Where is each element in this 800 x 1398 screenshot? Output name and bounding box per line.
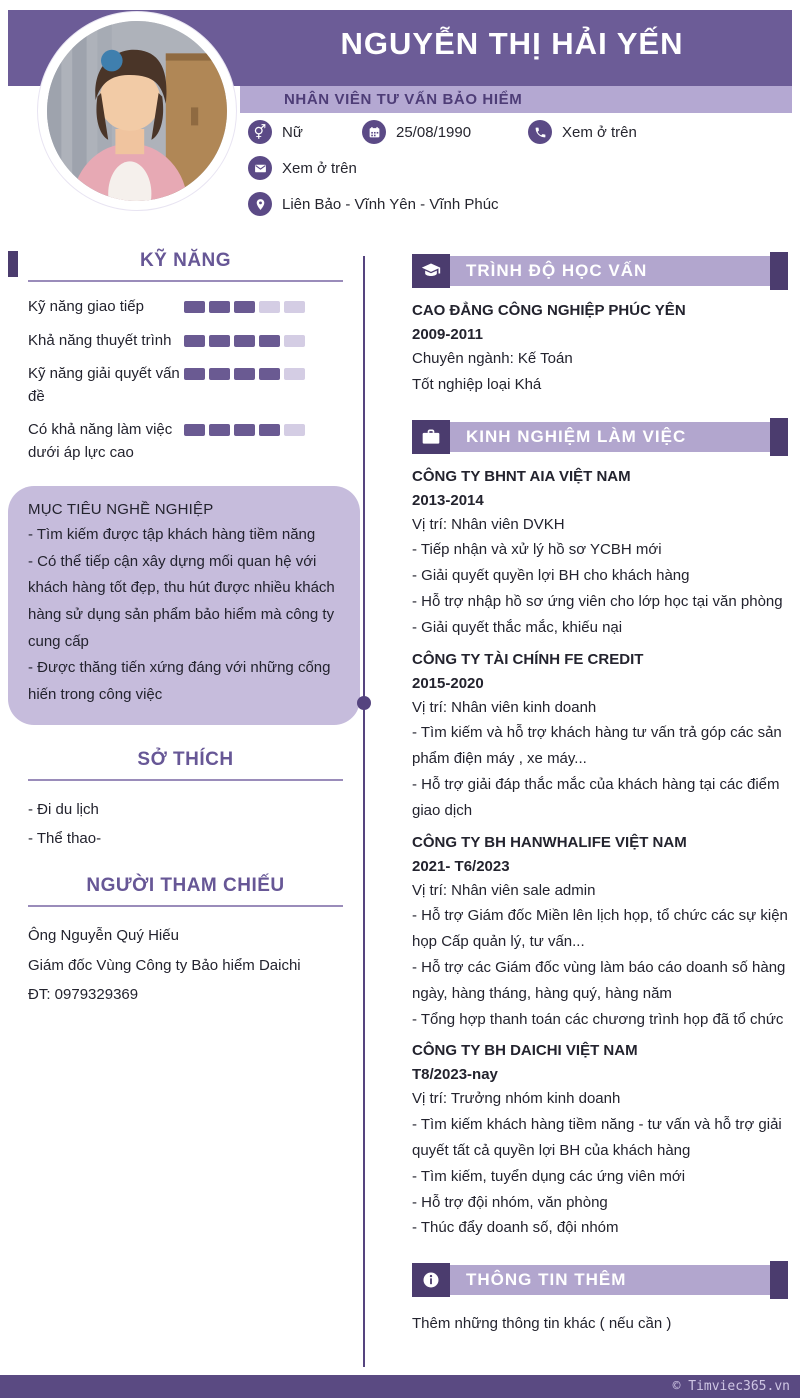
- objective-lines: [28, 522, 340, 709]
- banner-end-cap: [770, 1261, 788, 1299]
- text-line: - Thúc đẩy doanh số, đội nhóm: [412, 1219, 619, 1237]
- experience-section: [412, 418, 788, 1242]
- additional-banner: [450, 1265, 770, 1295]
- skill-segment: [209, 335, 230, 347]
- skill-segment: [234, 368, 255, 380]
- text-line: - Hỗ trợ Giám đốc Miền lên lịch họp, tổ chức các sự kiện họp Cấp quản lý, tư vấn...: [412, 907, 788, 951]
- text-line: Vị trí: Nhân viên kinh doanh: [412, 698, 597, 716]
- experience-entry: [412, 834, 788, 1033]
- text-line: - Giải quyết quyền lợi BH cho khách hàng: [412, 567, 690, 585]
- text-line: - Tìm kiếm khách hàng tiềm năng - tư vấn và hỗ trợ giải quyết tất cả quyền lợi BH của khách hàng: [412, 1116, 782, 1159]
- experience-banner: [450, 422, 770, 452]
- reference-lines: [28, 921, 343, 1009]
- text-line: Giám đốc Vùng Công ty Bảo hiểm Daichi: [28, 956, 301, 974]
- text-line: - Tìm kiếm và hỗ trợ khách hàng tư vấn trả góp các sản phẩm điện máy , xe máy...: [412, 724, 782, 768]
- profile-photo: [38, 12, 236, 210]
- skill-level-bar: [184, 424, 305, 436]
- skill-segment: [209, 368, 230, 380]
- skill-row: [28, 363, 343, 408]
- left-column: [0, 250, 363, 1375]
- phone-icon: [528, 120, 552, 144]
- education-period: 2009-2011: [412, 326, 483, 343]
- skill-label: Kỹ năng giải quyết vấn đề: [28, 365, 180, 405]
- text-line: - Tiếp nhận và xử lý hồ sơ YCBH mới: [412, 541, 662, 559]
- experience-details: [412, 1086, 788, 1241]
- education-section-header: [412, 252, 788, 290]
- text-line: Vị trí: Trưởng nhóm kinh doanh: [412, 1090, 621, 1108]
- skill-segment: [284, 368, 305, 380]
- skills-section: [28, 250, 343, 464]
- skill-segment: [284, 335, 305, 347]
- job-title: NHÂN VIÊN TƯ VẤN BẢO HIỂM: [284, 91, 523, 108]
- text-line: - Tìm kiếm được tập khách hàng tiềm năng: [28, 526, 316, 543]
- additional-heading-label: THÔNG TIN THÊM: [466, 1270, 627, 1290]
- job-title-band: [240, 86, 792, 113]
- skill-segment: [234, 301, 255, 313]
- contact-phone: [528, 120, 637, 144]
- company-name: CÔNG TY BH DAICHI VIỆT NAM: [412, 1042, 638, 1060]
- briefcase-icon: [412, 420, 450, 454]
- skill-label: Kỹ năng giao tiếp: [28, 298, 144, 315]
- footer-bar: [0, 1375, 800, 1398]
- experience-period: 2015-2020: [412, 674, 484, 692]
- education-banner: [450, 256, 770, 286]
- skill-level-bar: [184, 368, 305, 380]
- profile-photo-placeholder: [47, 21, 227, 201]
- contact-dob-value: 25/08/1990: [396, 123, 472, 141]
- experience-details: [412, 695, 788, 824]
- skill-row: [28, 330, 343, 353]
- text-line: - Thể thao-: [28, 830, 102, 848]
- experience-heading-label: KINH NGHIỆM LÀM VIỆC: [466, 426, 687, 446]
- skill-segment: [184, 335, 205, 347]
- text-line: Tốt nghiệp loại Khá: [412, 375, 542, 393]
- text-line: - Tìm kiếm, tuyển dụng các ứng viên mới: [412, 1167, 686, 1185]
- experience-period: 2021- T6/2023: [412, 857, 510, 875]
- skill-segment: [184, 368, 205, 380]
- skill-row: [28, 296, 343, 319]
- skill-level-bar: [184, 301, 305, 313]
- text-line: - Giải quyết thắc mắc, khiếu nại: [412, 618, 623, 636]
- text-line: Vị trí: Nhân viên sale admin: [412, 881, 596, 899]
- calendar-icon: [362, 120, 386, 144]
- gender-icon: ⚥: [248, 120, 272, 144]
- experience-entry: [412, 1042, 788, 1241]
- timeline-dot: [357, 696, 371, 710]
- skill-segment: [284, 424, 305, 436]
- text-line: Ông Nguyễn Quý Hiếu: [28, 927, 179, 945]
- location-pin-icon: [248, 192, 272, 216]
- company-name: CÔNG TY TÀI CHÍNH FE CREDIT: [412, 650, 644, 668]
- text-line: - Hỗ trợ đội nhóm, văn phòng: [412, 1193, 608, 1211]
- contact-dob: [362, 120, 471, 144]
- experience-entry: [412, 468, 788, 641]
- skill-label: Có khả năng làm việc dưới áp lực cao: [28, 421, 173, 461]
- contact-address: [248, 192, 499, 216]
- school-name: CAO ĐẲNG CÔNG NGHIỆP PHÚC YÊN: [412, 302, 686, 319]
- company-name: CÔNG TY BH HANWHALIFE VIỆT NAM: [412, 833, 687, 851]
- objective-heading: MỤC TIÊU NGHỀ NGHIỆP: [28, 501, 214, 518]
- additional-lines: [412, 1311, 788, 1337]
- banner-end-cap: [770, 252, 788, 290]
- text-line: Chuyên ngành: Kế Toán: [412, 350, 573, 367]
- skill-segment: [209, 301, 230, 313]
- text-line: - Hỗ trợ nhập hồ sơ ứng viên cho lớp học tại văn phòng: [412, 592, 783, 610]
- education-section: [412, 252, 788, 398]
- skills-heading-label: KỸ NĂNG: [139, 250, 232, 271]
- experience-details: [412, 512, 788, 641]
- skill-segment: [234, 424, 255, 436]
- text-line: ĐT: 0979329369: [28, 985, 139, 1003]
- skill-level-bar: [184, 335, 305, 347]
- education-entry: [412, 302, 788, 398]
- contact-email-value: Xem ở trên: [282, 159, 357, 177]
- contact-phone-value: Xem ở trên: [562, 123, 637, 141]
- additional-section-header: [412, 1261, 788, 1299]
- contact-gender: [248, 120, 303, 144]
- candidate-name: NGUYỄN THỊ HẢI YẾN: [340, 26, 684, 61]
- additional-info-section: [412, 1261, 788, 1337]
- contact-email: [248, 156, 357, 180]
- hobbies-heading-label: SỞ THÍCH: [137, 748, 234, 770]
- objective-box: [8, 486, 360, 725]
- skill-segment: [184, 424, 205, 436]
- skill-segment: [284, 301, 305, 313]
- hobbies-heading: [28, 749, 343, 781]
- skill-segment: [234, 335, 255, 347]
- site-credit: © Timviec365.vn: [672, 1379, 790, 1394]
- text-line: - Được thăng tiến xứng đáng với những cống hiến trong công việc: [28, 659, 331, 704]
- reference-section: [28, 875, 343, 1009]
- skill-segment: [259, 335, 280, 347]
- skill-segment: [259, 301, 280, 313]
- education-details: [412, 346, 788, 398]
- envelope-icon: [248, 156, 272, 180]
- text-line: Vị trí: Nhân viên DVKH: [412, 515, 565, 533]
- heading-accent-bar: [8, 251, 18, 277]
- skills-heading: [28, 250, 343, 282]
- skill-segment: [184, 301, 205, 313]
- skill-segment: [259, 424, 280, 436]
- banner-end-cap: [770, 418, 788, 456]
- hobbies-section: [28, 749, 343, 854]
- experience-entry: [412, 651, 788, 824]
- experience-period: 2013-2014: [412, 491, 484, 509]
- text-line: - Đi du lịch: [28, 800, 99, 818]
- main-content: [0, 232, 800, 1375]
- skill-label: Khả năng thuyết trình: [28, 331, 172, 349]
- hobbies-list: [28, 795, 343, 854]
- contact-gender-value: Nữ: [282, 123, 303, 141]
- right-column: [365, 250, 800, 1375]
- text-line: - Hỗ trợ giải đáp thắc mắc của khách hàng tại các điểm giao dịch: [412, 775, 780, 819]
- contact-address-value: Liên Bảo - Vĩnh Yên - Vĩnh Phúc: [282, 195, 499, 213]
- education-heading-label: TRÌNH ĐỘ HỌC VẤN: [466, 261, 648, 280]
- info-icon: [412, 1263, 450, 1297]
- experience-details: [412, 878, 788, 1033]
- reference-heading-label: NGƯỜI THAM CHIẾU: [86, 875, 285, 897]
- reference-heading: [28, 875, 343, 907]
- skill-segment: [259, 368, 280, 380]
- text-line: - Có thể tiếp cận xây dựng mối quan hệ với khách hàng tốt đẹp, thu hút được nhiều khách hàng sử dụng sản phẩm bảo hiểm mà công ty cung cấp: [28, 552, 335, 650]
- experience-section-header: [412, 418, 788, 456]
- text-line: Thêm những thông tin khác ( nếu cần ): [412, 1315, 672, 1333]
- text-line: - Tổng hợp thanh toán các chương trình họp đã tổ chức: [412, 1010, 784, 1028]
- skill-segment: [209, 424, 230, 436]
- header: [0, 0, 800, 232]
- text-line: - Hỗ trợ các Giám đốc vùng làm báo cáo doanh số hàng ngày, hàng tháng, hàng quý, hàng năm: [412, 958, 786, 1002]
- graduation-cap-icon: [412, 254, 450, 288]
- skill-row: [28, 419, 343, 464]
- experience-period: T8/2023-nay: [412, 1066, 498, 1084]
- company-name: CÔNG TY BHNT AIA VIỆT NAM: [412, 467, 631, 485]
